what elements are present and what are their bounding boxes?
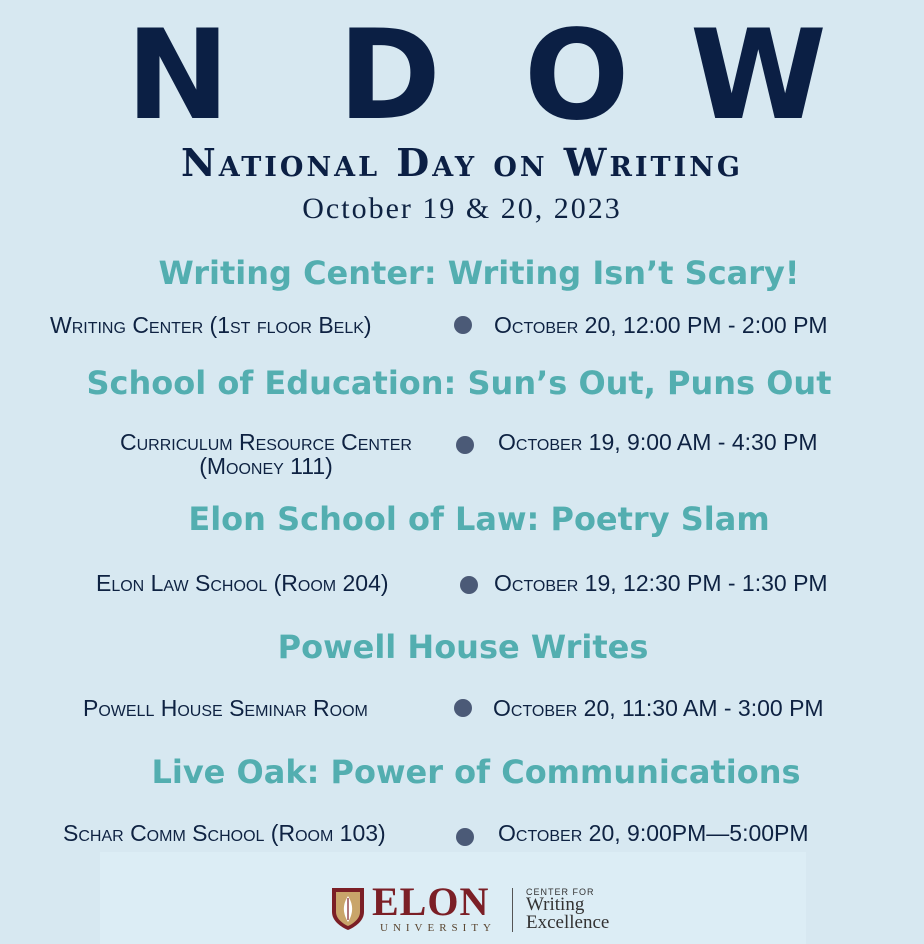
event-dates: October 19 & 20, 2023: [302, 192, 622, 225]
elon-shield-icon: [330, 886, 366, 932]
event-location-line2: (Mooney 111): [199, 453, 333, 479]
event-location: Schar Comm School (Room 103): [63, 820, 386, 846]
event-location: Writing Center (1st floor Belk): [50, 312, 372, 338]
event-title-writing-center: Writing Center: Writing Isn’t Scary!: [158, 254, 800, 292]
ndow-letter-n: N: [126, 4, 230, 148]
event-row-school-of-education: [0, 430, 924, 482]
event-time: October 20, 11:30 AM - 3:00 PM: [493, 695, 824, 721]
bullet-dot-icon: [454, 699, 472, 717]
event-title-school-of-education: School of Education: Sun’s Out, Puns Out: [86, 364, 832, 402]
event-time: October 20, 9:00PM—5:00PM: [498, 820, 809, 846]
ndow-letter-w: W: [690, 4, 827, 148]
event-location-line1: Curriculum Resource Center: [120, 429, 412, 455]
event-row-school-of-law: [0, 571, 924, 611]
ndow-letter-d: D: [338, 4, 441, 148]
center-name-line2: Excellence: [526, 912, 610, 933]
bullet-dot-icon: [454, 316, 472, 334]
event-row-powell-house: [0, 696, 924, 736]
logo-divider: [512, 888, 513, 932]
center-for-label: CENTER FOR: [526, 887, 595, 897]
elon-logo-subtext: UNIVERSITY: [380, 922, 496, 934]
bullet-dot-icon: [456, 436, 474, 454]
center-name: [526, 896, 609, 932]
event-time: October 19, 12:30 PM - 1:30 PM: [494, 570, 828, 596]
bullet-dot-icon: [460, 576, 478, 594]
event-row-writing-center: [0, 313, 924, 353]
event-location: [88, 430, 444, 478]
page-title: National Day on Writing: [181, 140, 743, 185]
event-title-live-oak: Live Oak: Power of Communications: [151, 753, 801, 791]
event-title-school-of-law: Elon School of Law: Poetry Slam: [188, 500, 770, 538]
event-time: October 20, 12:00 PM - 2:00 PM: [494, 312, 828, 338]
ndow-letter-o: O: [524, 4, 630, 148]
event-location: Elon Law School (Room 204): [96, 570, 389, 596]
event-time: October 19, 9:00 AM - 4:30 PM: [498, 429, 818, 455]
event-title-powell-house: Powell House Writes: [277, 628, 649, 666]
center-name-line1: Writing: [526, 894, 585, 915]
event-location: Powell House Seminar Room: [83, 695, 368, 721]
bullet-dot-icon: [456, 828, 474, 846]
elon-logo-text: ELON: [372, 879, 490, 924]
